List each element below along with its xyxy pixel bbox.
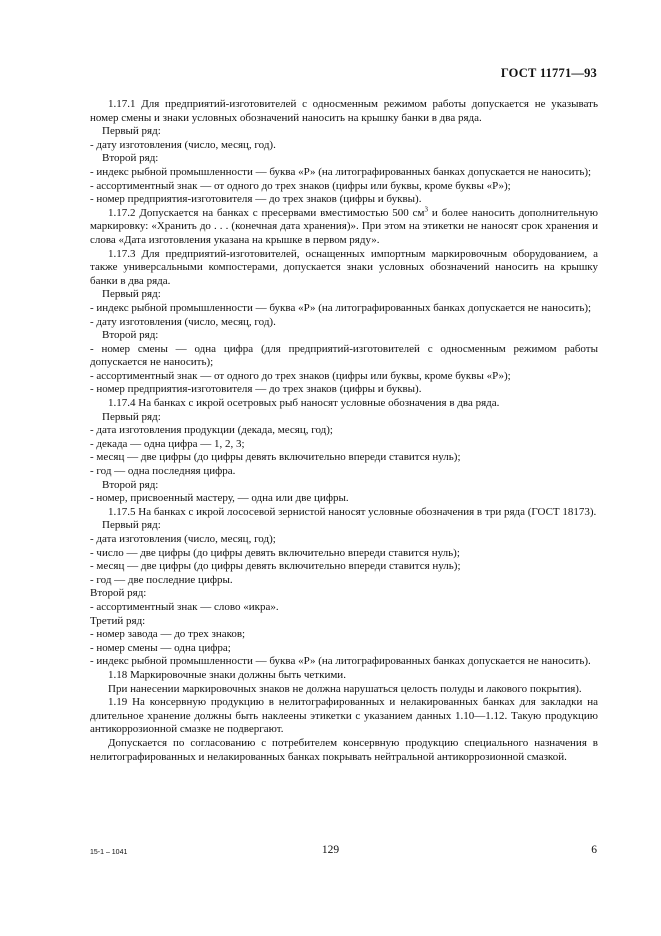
sheet-number: 6 — [591, 844, 597, 856]
row-heading: Первый ряд: — [102, 410, 161, 423]
paragraph-text: 1.17.2 Допускается на банках с пресервами вместимостью 500 см — [108, 206, 425, 219]
list-item: - номер смены — одна цифра (для предприятий-изготовителей с односменным режимом работы допускается не наносить); — [90, 342, 598, 369]
list-item: - месяц — две цифры (до цифры девять включительно впереди ставится нуль); — [90, 560, 461, 573]
row-heading: Второй ряд: — [102, 478, 159, 491]
list-item: - индекс рыбной промышленности — буква «Р» (на литографированных банках допускается не наносить); — [90, 165, 592, 178]
list-item: - дата изготовления (число, месяц, год); — [90, 533, 276, 545]
print-code: 15-1 – 1041 — [90, 849, 128, 856]
list-item: - год — одна последняя цифра. — [90, 465, 236, 478]
list-item: - номер смены — одна цифра; — [90, 641, 231, 654]
row-heading: Первый ряд: — [102, 519, 161, 532]
paragraph: 1.17.1 Для предприятий-изготовителей с односменным режимом работы допускается не указывать номер смены и знаки условных обозначений наносить на крышку банки в два ряда. — [90, 98, 598, 124]
list-item: - месяц — две цифры (до цифры девять включительно впереди ставится нуль); — [90, 451, 461, 464]
paragraph: 1.17.4 На банках с икрой осетровых рыб наносят условные обозначения в два ряда. — [108, 397, 500, 410]
page-number: 129 — [321, 844, 340, 856]
row-heading: Первый ряд: — [102, 288, 161, 301]
list-item: - номер предприятия-изготовителя — до трех знаков (цифры и буквы). — [90, 383, 422, 396]
paragraph: 1.18 Маркировочные знаки должны быть четкими. — [108, 668, 346, 681]
list-item: - дату изготовления (число, месяц, год). — [90, 315, 276, 328]
paragraph — [90, 207, 598, 248]
document-body — [90, 98, 598, 764]
list-item: - номер, присвоенный мастеру, — одна или две цифры. — [90, 492, 349, 505]
paragraph: Допускается по согласованию с потребителем консервную продукцию специального назначения в нелитографированных и нелакированных банках покрывать нейтральной антикоррозионной смазкой. — [90, 736, 598, 763]
list-item: - ассортиментный знак — слово «икра». — [90, 600, 279, 613]
list-item: - индекс рыбной промышленности — буква «Р» (на литографированных банках допускается не наносить); — [90, 301, 592, 314]
unit-superscript: 3 — [424, 205, 429, 214]
list-item: - число — две цифры (до цифры девять включительно впереди ставится нуль); — [90, 546, 460, 559]
list-item: - декада — одна цифра — 1, 2, 3; — [90, 437, 245, 450]
list-item: - номер предприятия-изготовителя — до трех знаков (цифры и буквы). — [90, 193, 422, 206]
list-item: - ассортиментный знак — от одного до трех знаков (цифры или буквы, кроме буквы «Р»); — [90, 179, 511, 192]
row-heading: Второй ряд: — [102, 329, 159, 342]
paragraph: 1.17.5 На банках с икрой лососевой зернистой наносят условные обозначения в три ряда (ГОСТ 18173). — [108, 505, 597, 518]
list-item: - номер завода — до трех знаков; — [90, 628, 246, 641]
row-heading: Второй ряд: — [90, 587, 147, 600]
row-heading: Первый ряд: — [102, 125, 161, 138]
paragraph: 1.19 На консервную продукцию в нелитографированных и нелакированных банках для закладки на длительное хранение должны быть наклеены этикетки с указанием данных 1.10—1.12. Такую продукцию антикоррозионной смазке не подвергают. — [90, 696, 598, 736]
list-item: - индекс рыбной промышленности — буква «Р» (на литографированных банках допускается не наносить). — [90, 655, 591, 668]
row-heading: Третий ряд: — [90, 614, 146, 627]
list-item: - дату изготовления (число, месяц, год). — [90, 138, 276, 151]
row-heading: Второй ряд: — [102, 152, 159, 165]
paragraph: 1.17.3 Для предприятий-изготовителей, оснащенных импортным маркировочным оборудованием, а также универсальными компостерами, допускается знаки условных обозначений наносить на крышку банки в два ряда. — [90, 247, 598, 287]
list-item: - ассортиментный знак — от одного до трех знаков (цифры или буквы, кроме буквы «Р»); — [90, 369, 511, 382]
paragraph: При нанесении маркировочных знаков не должна нарушаться целость полуды и лакового покрытия). — [108, 682, 582, 695]
paragraph-text: и более наносить дополнительную маркировку: «Хранить до . . . (конечная дата хранения)». При этом на этикетки не наносят срок хранения и слова «Дата изготовления указана на крышке в первом ряду». — [90, 206, 598, 246]
list-item: - год — две последние цифры. — [90, 573, 233, 586]
standard-header: ГОСТ 11771—93 — [500, 66, 597, 80]
list-item: - дата изготовления продукции (декада, месяц, год); — [90, 424, 333, 437]
